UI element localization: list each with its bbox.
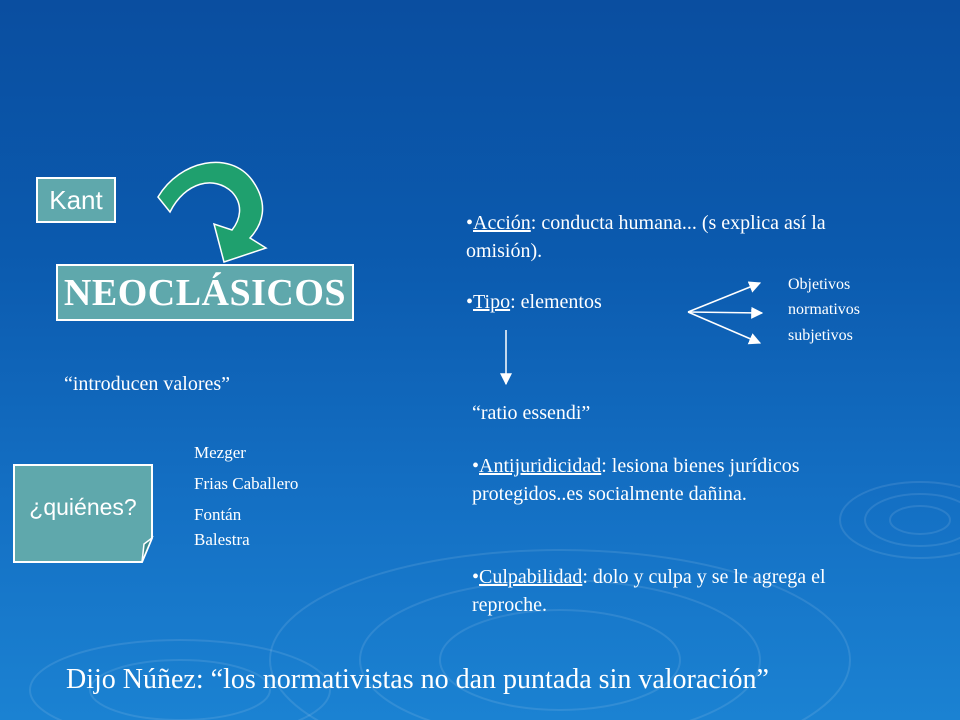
quienes-label: ¿quiénes? bbox=[29, 493, 137, 520]
arrow-objetivos bbox=[688, 283, 760, 312]
culpabilidad-item bbox=[472, 563, 872, 619]
authors-list bbox=[194, 440, 334, 559]
tipo-element: Objetivos bbox=[788, 276, 851, 293]
author-item: Frias Caballero bbox=[194, 474, 299, 494]
culpabilidad-text: : dolo y culpa y se le agrega el reproche. bbox=[472, 566, 826, 616]
bullet: • bbox=[466, 212, 474, 234]
accion-term: Acción bbox=[473, 212, 531, 234]
introducen-valores-text: “introducen valores” bbox=[64, 373, 231, 395]
tipo-element: normativos bbox=[788, 301, 860, 319]
tipo-element: subjetivos bbox=[788, 326, 853, 344]
accion-item bbox=[466, 209, 906, 265]
bullet: • bbox=[472, 455, 480, 477]
curved-arrow-icon bbox=[158, 162, 266, 262]
author-item: Mezger bbox=[194, 443, 246, 462]
ratio-essendi-text: “ratio essendi” bbox=[472, 402, 591, 424]
arrow-subjetivos bbox=[688, 312, 760, 343]
kant-box: Kant bbox=[36, 177, 116, 223]
bullet: • bbox=[466, 291, 474, 313]
antijuridicidad-term: Antijuridicidad bbox=[479, 455, 602, 477]
culpabilidad-term: Culpabilidad bbox=[479, 566, 583, 588]
author-item: Fontán Balestra bbox=[194, 505, 250, 550]
antijuridicidad-item bbox=[472, 452, 892, 508]
antijuridicidad-text: : lesiona bienes jurídicos protegidos..es socialmente dañina. bbox=[472, 455, 800, 505]
nunez-quote: Dijo Núñez: “los normativistas no dan puntada sin valoración” bbox=[66, 664, 769, 695]
page-title: NEOCLÁSICOS bbox=[56, 264, 354, 321]
tipo-term: Tipo bbox=[473, 291, 511, 313]
tipo-text: : elementos bbox=[510, 291, 602, 313]
accion-text: : conducta humana... (s explica así la omisión). bbox=[466, 212, 826, 262]
bullet: • bbox=[472, 566, 480, 588]
tipo-item bbox=[466, 288, 686, 316]
tipo-elements-list bbox=[788, 272, 860, 348]
arrow-normativos bbox=[688, 312, 762, 313]
